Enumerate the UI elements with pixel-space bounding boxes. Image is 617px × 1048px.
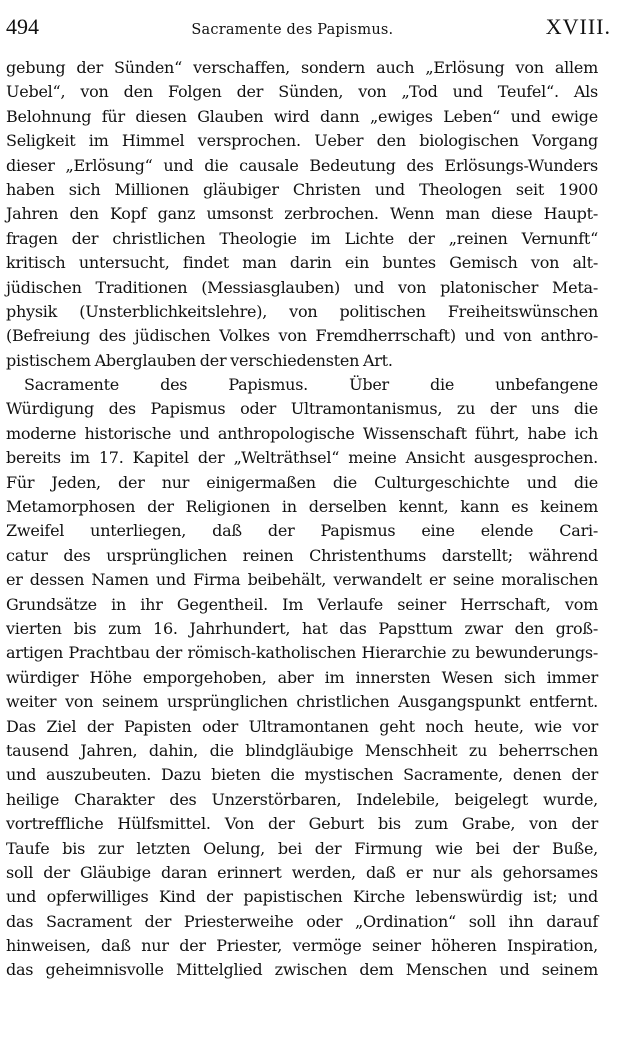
text-line: catur des ursprünglichen reinen Christenthums darstellt; während	[6, 545, 598, 565]
text-line: soll der Gläubige daran erinnert werden, daß er nur als gehorsames	[6, 862, 598, 882]
text-line: fragen der christlichen Theologie im Lichte der „reinen Vernunft“	[6, 228, 598, 248]
page-header	[6, 14, 611, 42]
text-line: Würdigung des Papismus oder Ultramontanismus, zu der uns die	[6, 399, 598, 419]
text-line: Belohnung für diesen Glauben wird dann „ewiges Leben“ und ewige	[6, 106, 598, 126]
section-heading-line: Sacramente des Papismus. Über die unbefangene	[24, 375, 598, 395]
text-line: das Sacrament der Priesterweihe oder „Ordination“ soll ihn darauf	[6, 911, 598, 931]
page-number: 494	[6, 14, 39, 39]
text-line: und opferwilliges Kind der papistischen Kirche lebenswürdig ist; und	[6, 887, 598, 907]
chapter-number: XVIII.	[545, 14, 611, 39]
text-line: Das Ziel der Papisten oder Ultramontanen geht noch heute, wie vor	[6, 716, 598, 736]
text-line: gebung der Sünden“ verschaffen, sondern auch „Erlösung von allem	[6, 58, 598, 77]
text-line: Seligkeit im Himmel versprochen. Ueber den biologischen Vorgang	[6, 131, 598, 151]
text-line: bereits im 17. Kapitel der „Welträthsel“ meine Ansicht ausgesprochen.	[6, 448, 598, 468]
text-line: (Befreiung des jüdischen Volkes von Fremdherrschaft) und von anthro-	[6, 326, 598, 346]
text-line: Zweifel unterliegen, daß der Papismus eine elende Cari-	[6, 521, 598, 541]
running-title: Sacramente des Papismus.	[191, 22, 394, 38]
text-line: haben sich Millionen gläubiger Christen und Theologen seit 1900	[6, 179, 598, 199]
text-line: dieser „Erlösung“ und die causale Bedeutung des Erlösungs-Wunders	[6, 155, 598, 175]
text-line: Jahren den Kopf ganz umsonst zerbrochen. Wenn man diese Haupt-	[6, 204, 598, 224]
text-line: jüdischen Traditionen (Messiasglauben) und von platonischer Meta-	[6, 277, 598, 297]
text-line: Uebel“, von den Folgen der Sünden, von „Tod und Teufel“. Als	[6, 82, 598, 102]
text-line: weiter von seinem ursprünglichen christlichen Ausgangspunkt entfernt.	[6, 692, 598, 712]
text-line: moderne historische und anthropologische Wissenschaft führt, habe ich	[6, 423, 598, 443]
text-line: physik (Unsterblichkeitslehre), von politischen Freiheitswünschen	[6, 301, 598, 321]
text-line: und auszubeuten. Dazu bieten die mystischen Sacramente, denen der	[6, 765, 598, 785]
text-line: vierten bis zum 16. Jahrhundert, hat das Papsttum zwar den groß-	[6, 618, 598, 638]
text-line: vortreffliche Hülfsmittel. Von der Geburt bis zum Grabe, von der	[6, 814, 598, 834]
text-line: Taufe bis zur letzten Oelung, bei der Firmung wie bei der Buße,	[6, 838, 598, 858]
text-line: kritisch untersucht, findet man darin ein buntes Gemisch von alt-	[6, 253, 598, 273]
text-line: er dessen Namen und Firma beibehält, verwandelt er seine moralischen	[6, 570, 598, 590]
text-line: tausend Jahren, dahin, die blindgläubige Menschheit zu beherrschen	[6, 740, 598, 760]
text-line: das geheimnisvolle Mittelglied zwischen dem Menschen und seinem	[6, 960, 598, 980]
text-line: würdiger Höhe emporgehoben, aber im innersten Wesen sich immer	[6, 667, 598, 687]
body-text	[6, 56, 598, 983]
paragraph-end-line: pistischem Aberglauben der verschiedensten Art.	[6, 350, 393, 370]
text-line: heilige Charakter des Unzerstörbaren, Indelebile, beigelegt wurde,	[6, 789, 598, 809]
text-line: Metamorphosen der Religionen in derselben kennt, kann es keinem	[6, 497, 598, 517]
text-line: Für Jeden, der nur einigermaßen die Culturgeschichte und die	[6, 472, 598, 492]
text-line: artigen Prachtbau der römisch-katholischen Hierarchie zu bewunderungs-	[6, 643, 598, 663]
text-line: hinweisen, daß nur der Priester, vermöge seiner höheren Inspiration,	[6, 936, 598, 956]
text-line: Grundsätze in ihr Gegentheil. Im Verlaufe seiner Herrschaft, vom	[6, 594, 598, 614]
